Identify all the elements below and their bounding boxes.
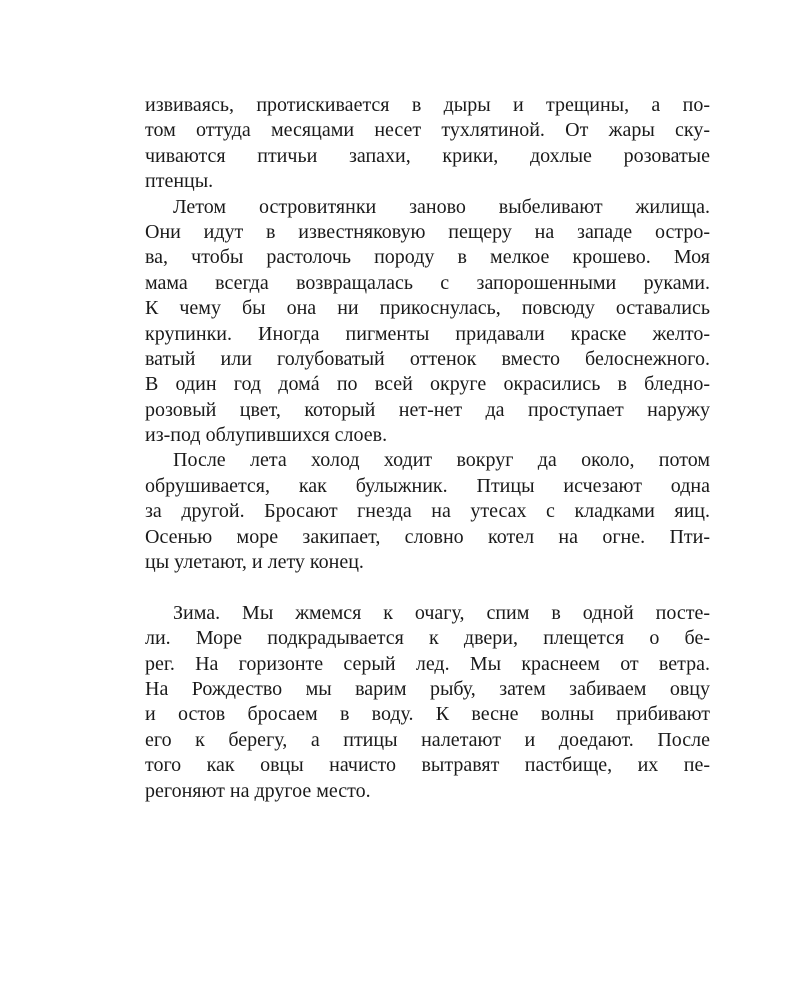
text-line: том оттуда месяцами несет тухлятиной. От жары ску- <box>145 119 710 142</box>
text-line: ли. Море подкрадывается к двери, плещется о бе- <box>145 627 710 650</box>
text-line: птенцы. <box>145 170 214 193</box>
paragraph-2 <box>145 195 710 449</box>
text-line: розовый цвет, который нет-нет да проступает наружу <box>145 398 710 421</box>
text-line: ва, чтобы растолочь породу в мелкое крошево. Моя <box>145 246 710 269</box>
text-line: мама всегда возвращалась с запорошенными руками. <box>145 271 710 294</box>
text-line: ватый или голубоватый оттенок вместо белоснежного. <box>145 347 710 370</box>
text-line: Зима. Мы жмемся к очагу, спим в одной посте- <box>173 601 710 624</box>
text-block <box>145 93 710 804</box>
paragraph-4 <box>145 601 710 804</box>
text-line: чиваются птичьи запахи, крики, дохлые розоватые <box>145 144 710 167</box>
text-line: регоняют на другое место. <box>145 779 371 802</box>
text-line: В один год домá по всей округе окрасились в бледно- <box>145 373 710 396</box>
text-line: из-под облупившихся слоев. <box>145 424 388 447</box>
text-line: рег. На горизонте серый лед. Мы краснеем от ветра. <box>145 652 710 675</box>
text-line: Осенью море закипает, словно котел на огне. Пти- <box>145 525 710 548</box>
text-line: После лета холод ходит вокруг да около, потом <box>173 449 710 472</box>
text-line: его к берегу, а птицы налетают и доедают. После <box>145 728 710 751</box>
text-line: цы улетают, и лету конец. <box>145 551 364 574</box>
text-line: Они идут в известняковую пещеру на западе остро- <box>145 220 710 243</box>
section-break <box>145 575 710 600</box>
text-line: Летом островитянки заново выбеливают жилища. <box>173 195 710 218</box>
text-line: и остов бросаем в воду. К весне волны прибивают <box>145 703 710 726</box>
text-line: того как овцы начисто вытравят пастбище, их пе- <box>145 754 710 777</box>
text-line: за другой. Бросают гнезда на утесах с кладками яиц. <box>145 500 710 523</box>
paragraph-3 <box>145 448 710 575</box>
text-line: обрушивается, как булыжник. Птицы исчезают одна <box>145 474 710 497</box>
text-line: К чему бы она ни прикоснулась, повсюду оставались <box>145 297 710 320</box>
text-line: крупинки. Иногда пигменты придавали краске желто- <box>145 322 710 345</box>
text-line: извиваясь, протискивается в дыры и трещины, а по- <box>145 94 710 116</box>
text-line: На Рождество мы варим рыбу, затем забиваем овцу <box>145 677 710 700</box>
paragraph-1 <box>145 93 710 195</box>
